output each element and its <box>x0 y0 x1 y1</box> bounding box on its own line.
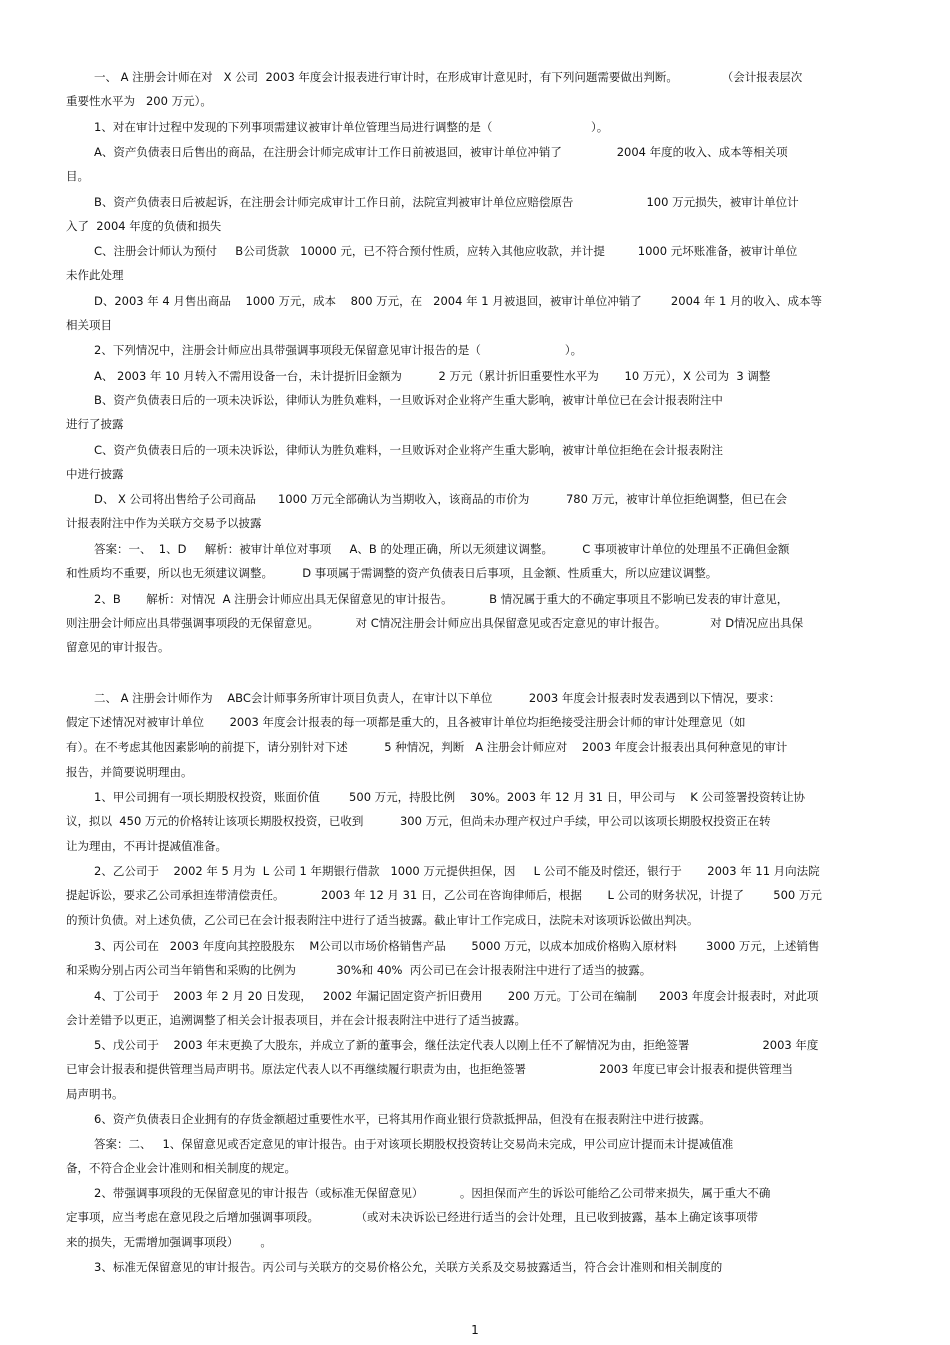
text-line: 2、乙公司于 2002 年 5 月为 L 公司 1 年期银行借款 1000 万元提供担保，因 L 公司不能及时偿还，银行于 2003 年 11 月向法院 <box>94 864 820 878</box>
text-line: 则注册会计师应出具带强调事项段的无保留意见。 对 C情况注册会计师应出具保留意见或否定意见的审计报告。 对 D情况应出具保 <box>66 616 804 630</box>
text-line: 1、对在审计过程中发现的下列事项需建议被审计单位管理当局进行调整的是（ ）。 <box>94 120 609 134</box>
text-line: C、资产负债表日后的一项未决诉讼，律师认为胜负难料，一旦败诉对企业将产生重大影响，被审计单位拒绝在会计报表附注 <box>94 443 724 457</box>
text-line: D、2003 年 4 月售出商品 1000 万元，成本 800 万元，在 2004 年 1 月被退回，被审计单位冲销了 2004 年 1 月的收入、成本等 <box>94 294 822 308</box>
text-line: 答案：一、 1、D 解析：被审计单位对事项 A、B 的处理正确，所以无须建议调整。 C 事项被审计单位的处理虽不正确但金额 <box>94 542 790 556</box>
text-line: B、资产负债表日后的一项未决诉讼，律师认为胜负难料，一旦败诉对企业将产生重大影响，被审计单位已在会计报表附注中 <box>94 393 723 407</box>
text-line: 2、下列情况中，注册会计师应出具带强调事项段无保留意见审计报告的是（ ）。 <box>94 343 583 357</box>
text-line: 提起诉讼，要求乙公司承担连带清偿责任。 2003 年 12 月 31 日，乙公司在咨询律师后，根据 L 公司的财务状况，计提了 500 万元 <box>66 888 822 902</box>
text-line: A、 2003 年 10 月转入不需用设备一台，未计提折旧金额为 2 万元（累计折旧重要性水平为 10 万元），X 公司为 3 调整 <box>94 369 771 383</box>
text-line: A、资产负债表日后售出的商品，在注册会计师完成审计工作日前被退回，被审计单位冲销了 2004 年度的收入、成本等相关项 <box>94 145 788 159</box>
text-line: 留意见的审计报告。 <box>66 640 170 654</box>
text-line: 报告，并简要说明理由。 <box>66 765 193 779</box>
text-line: 进行了披露 <box>66 417 124 431</box>
text-line: 局声明书。 <box>66 1087 124 1101</box>
text-line: 入了 2004 年度的负债和损失 <box>66 219 222 233</box>
text-line: 答案：二、 1、保留意见或否定意见的审计报告。由于对该项长期股权投资转让交易尚未完成，甲公司应计提而未计提减值准 <box>94 1137 734 1151</box>
text-line: 假定下述情况对被审计单位 2003 年度会计报表的每一项都是重大的，且各被审计单位均拒绝接受注册会计师的审计处理意见（如 <box>66 715 746 729</box>
text-line: 中进行披露 <box>66 467 124 481</box>
text-line: 2、带强调事项段的无保留意见的审计报告（或标准无保留意见） 。因担保而产生的诉讼可能给乙公司带来损失，属于重大不确 <box>94 1186 771 1200</box>
text-line: 和性质均不重要，所以也无须建议调整。 D 事项属于需调整的资产负债表日后事项，且金额、性质重大，所以应建议调整。 <box>66 566 718 580</box>
text-line: 未作此处理 <box>66 268 124 282</box>
text-line: 议，拟以 450 万元的价格转让该项长期股权投资，已收到 300 万元，但尚未办理产权过户手续，甲公司以该项长期股权投资正在转 <box>66 814 771 828</box>
text-line: B、资产负债表日后被起诉，在注册会计师完成审计工作日前，法院宣判被审计单位应赔偿原告 100 万元损失，被审计单位计 <box>94 195 799 209</box>
text-line: 来的损失，无需增加强调事项段） 。 <box>66 1235 272 1249</box>
text-line: D、 X 公司将出售给子公司商品 1000 万元全部确认为当期收入，该商品的市价为 780 万元，被审计单位拒绝调整，但已在会 <box>94 492 788 506</box>
text-line: 会计差错予以更正，追溯调整了相关会计报表项目，并在会计报表附注中进行了适当披露。 <box>66 1013 526 1027</box>
text-line: 已审会计报表和提供管理当局声明书。原法定代表人以不再继续履行职责为由，也拒绝签署 2003 年度已审会计报表和提供管理当 <box>66 1062 794 1076</box>
text-line: 重要性水平为 200 万元）。 <box>66 94 212 108</box>
text-line: 的预计负债。对上述负债，乙公司已在会计报表附注中进行了适当披露。截止审计工作完成日，法院未对该项诉讼做出判决。 <box>66 913 699 927</box>
text-line: 一、 A 注册会计师在对 X 公司 2003 年度会计报表进行审计时，在形成审计意见时，有下列问题需要做出判断。 （会计报表层次 <box>94 70 803 84</box>
text-line: 二、 A 注册会计师作为 ABC会计师事务所审计项目负责人，在审计以下单位 2003 年度会计报表时发表遇到以下情况，要求： <box>94 691 781 705</box>
text-line: 有）。在不考虑其他因素影响的前提下，请分别针对下述 5 种情况，判断 A 注册会计师应对 2003 年度会计报表出具何种意见的审计 <box>66 740 788 754</box>
text-line: 计报表附注中作为关联方交易予以披露 <box>66 516 262 530</box>
text-line: 5、戊公司于 2003 年末更换了大股东，并成立了新的董事会，继任法定代表人以刚上任不了解情况为由，拒绝签署 2003 年度 <box>94 1038 819 1052</box>
text-line: 让为理由，不再计提减值准备。 <box>66 839 227 853</box>
text-line: 目。 <box>66 169 89 183</box>
text-line: 3、丙公司在 2003 年度向其控股股东 M公司以市场价格销售产品 5000 万元，以成本加成价格购入原材料 3000 万元，上述销售 <box>94 939 820 953</box>
text-line: C、注册会计师认为预付 B公司货款 10000 元，已不符合预付性质，应转入其他应收款，并计提 1000 元坏账准备，被审计单位 <box>94 244 798 258</box>
text-line: 定事项，应当考虑在意见段之后增加强调事项段。 （或对未决诉讼已经进行适当的会计处理，且已收到披露，基本上确定该事项带 <box>66 1210 759 1224</box>
text-line: 1、甲公司拥有一项长期股权投资，账面价值 500 万元，持股比例 30%。2003 年 12 月 31 日，甲公司与 K 公司签署投资转让协 <box>94 790 805 804</box>
text-line: 4、丁公司于 2003 年 2 月 20 日发现， 2002 年漏记固定资产折旧费用 200 万元。丁公司在编制 2003 年度会计报表时，对此项 <box>94 989 819 1003</box>
text-line: 2、B 解析：对情况 A 注册会计师应出具无保留意见的审计报告。 B 情况属于重大的不确定事项且不影响已发表的审计意见， <box>94 592 789 606</box>
page-number: 1 <box>471 1323 479 1337</box>
text-line: 相关项目 <box>66 318 112 332</box>
text-line: 6、资产负债表日企业拥有的存货金额超过重要性水平，已将其用作商业银行贷款抵押品，但没有在报表附注中进行披露。 <box>94 1112 711 1126</box>
text-line: 备，不符合企业会计准则和相关制度的规定。 <box>66 1161 296 1175</box>
text-line: 和采购分别占丙公司当年销售和采购的比例为 30%和 40% 丙公司已在会计报表附注中进行了适当的披露。 <box>66 963 652 977</box>
text-line: 3、标准无保留意见的审计报告。丙公司与关联方的交易价格公允，关联方关系及交易披露适当，符合会计准则和相关制度的 <box>94 1260 723 1274</box>
